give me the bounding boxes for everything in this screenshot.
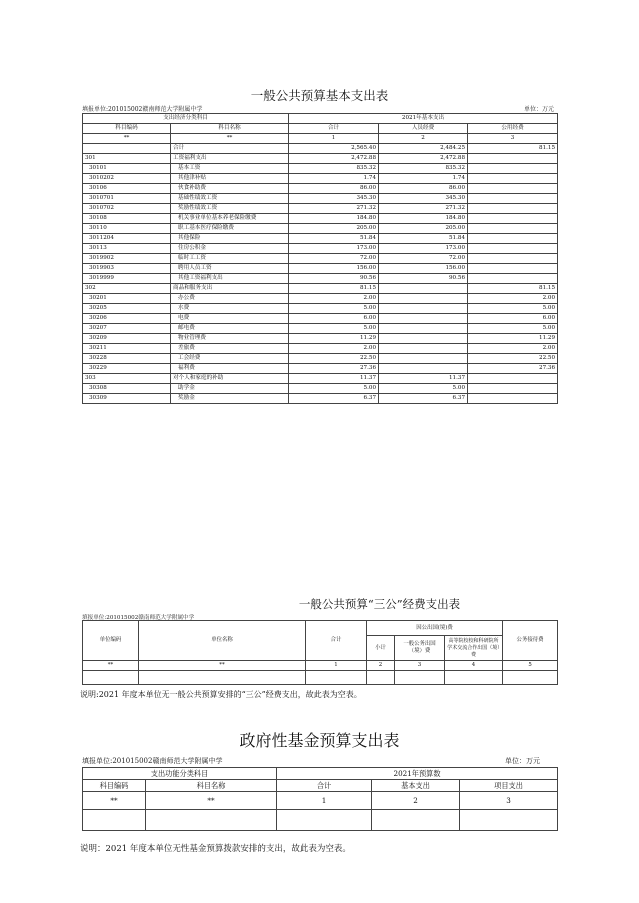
t1-public-cell [468, 374, 558, 384]
t1-code-cell: 30206 [83, 314, 171, 324]
t1-personnel-cell: 1.74 [379, 174, 468, 184]
table-row [83, 284, 558, 294]
t1-public-header: 公用经费 [468, 124, 558, 134]
t2-academic-abroad-header: 高等院校校和科研院所学术交流合作出国（境）费 [445, 636, 503, 661]
t3-name-header: 科目名称 [146, 780, 277, 792]
table-row [83, 324, 558, 334]
t1-name-cell: 职工基本医疗保险缴费 [171, 224, 289, 234]
t1-public-cell [468, 244, 558, 254]
t1-name-header: 科目名称 [171, 124, 289, 134]
t1-public-cell: 2.00 [468, 344, 558, 354]
t1-personnel-cell: 90.56 [379, 274, 468, 284]
t1-total-cell: 1.74 [289, 174, 379, 184]
t3-title: 政府性基金预算支出表 [239, 731, 400, 750]
t3-basic-header: 基本支出 [372, 780, 460, 792]
t3-unit-right: 单位：万元 [505, 757, 540, 765]
t3-index-cell: 1 [277, 792, 372, 810]
table-row [83, 214, 558, 224]
t1-code-cell: 30101 [83, 164, 171, 174]
t1-code-cell: 30108 [83, 214, 171, 224]
t1-public-cell: 11.29 [468, 334, 558, 344]
t2-empty-cell [139, 671, 306, 685]
t1-title: 一般公共预算基本支出表 [250, 88, 389, 103]
t1-public-cell: 81.15 [468, 284, 558, 294]
table-row [83, 304, 558, 314]
t1-name-cell: 电费 [171, 314, 289, 324]
t1-public-cell [468, 174, 558, 184]
table-row [83, 184, 558, 194]
three-public-expenditure-table [82, 620, 558, 685]
t3-note: 说明：2021 年度本单位无性基金预算拨款安排的支出，故此表为空表。 [80, 844, 351, 854]
t1-name-cell: 助学金 [171, 384, 289, 394]
t1-total-cell: 6.37 [289, 394, 379, 404]
t2-index-cell: ** [139, 661, 306, 671]
t1-name-cell: 基础性绩效工资 [171, 194, 289, 204]
t1-personnel-cell: 72.00 [379, 254, 468, 264]
t3-empty-cell [460, 810, 558, 831]
t1-personnel-cell [379, 354, 468, 364]
t2-index-cell: 5 [503, 661, 558, 671]
t1-name-cell: 合计 [171, 144, 289, 154]
t2-title: 一般公共预算“三公”经费支出表 [298, 597, 461, 611]
t1-personnel-cell: 51.84 [379, 234, 468, 244]
t1-public-cell [468, 224, 558, 234]
t1-personnel-cell: 156.00 [379, 264, 468, 274]
table-row [83, 384, 558, 394]
t2-general-abroad-header: 一般公务出国（境）费 [395, 636, 445, 661]
t1-code-cell: 3019999 [83, 274, 171, 284]
t1-total-cell: 2.00 [289, 294, 379, 304]
t1-code-cell: 30207 [83, 324, 171, 334]
t1-code-cell: 30228 [83, 354, 171, 364]
t1-name-cell: 伙食补助费 [171, 184, 289, 194]
t1-total-cell: 5.00 [289, 304, 379, 314]
t1-personnel-cell [379, 344, 468, 354]
t3-code-header: 科目编码 [83, 780, 146, 792]
t1-personnel-cell [379, 304, 468, 314]
t1-total-cell: 184.80 [289, 214, 379, 224]
t1-name-cell: 商品和服务支出 [171, 284, 289, 294]
table-row [83, 204, 558, 214]
t1-code-cell: 30211 [83, 344, 171, 354]
t1-personnel-cell [379, 334, 468, 344]
t1-name-cell: 机关事业单位基本养老保险缴费 [171, 214, 289, 224]
t1-code-cell: 30309 [83, 394, 171, 404]
table-row [83, 234, 558, 244]
table-row [83, 334, 558, 344]
t1-total-cell: 90.56 [289, 274, 379, 284]
t1-name-cell: 基本工资 [171, 164, 289, 174]
t1-personnel-cell [379, 324, 468, 334]
t1-public-cell [468, 204, 558, 214]
t1-unit-left: 填报单位:201015002赣南师范大学附属中学 [82, 106, 203, 113]
t2-note: 说明:2021 年度本单位无一般公共预算安排的“三公”经费支出，故此表为空表。 [80, 690, 362, 699]
t1-code-cell: 30209 [83, 334, 171, 344]
t1-personnel-cell [379, 314, 468, 324]
t1-public-cell [468, 184, 558, 194]
t1-index-cell: ** [83, 134, 171, 144]
t1-total-cell: 5.00 [289, 384, 379, 394]
t1-code-cell [83, 144, 171, 154]
t2-empty-cell [83, 671, 139, 685]
t1-total-cell: 51.84 [289, 234, 379, 244]
t1-code-cell: 3011204 [83, 234, 171, 244]
t1-code-cell: 301 [83, 154, 171, 164]
t1-total-cell: 27.36 [289, 364, 379, 374]
t1-personnel-cell [379, 294, 468, 304]
table-row [83, 354, 558, 364]
t1-name-cell: 其他津补贴 [171, 174, 289, 184]
t1-name-cell: 工会经费 [171, 354, 289, 364]
t1-code-cell: 3019903 [83, 264, 171, 274]
t1-total-cell: 86.00 [289, 184, 379, 194]
t3-group-left-header: 支出功能分类科目 [83, 768, 277, 780]
t1-code-cell: 30229 [83, 364, 171, 374]
t1-total-cell: 81.15 [289, 284, 379, 294]
t1-code-cell: 30201 [83, 294, 171, 304]
t1-index-cell: 2 [379, 134, 468, 144]
t1-personnel-cell: 86.00 [379, 184, 468, 194]
t1-personnel-cell: 271.32 [379, 204, 468, 214]
t1-personnel-header: 人员经费 [379, 124, 468, 134]
t2-empty-cell [445, 671, 503, 685]
t1-personnel-cell: 11.37 [379, 374, 468, 384]
t1-name-cell: 聘用人员工资 [171, 264, 289, 274]
t1-name-cell: 办公费 [171, 294, 289, 304]
t1-personnel-cell [379, 364, 468, 374]
t1-public-cell: 22.50 [468, 354, 558, 364]
t1-group-left-header: 支出经济分类科目 [83, 114, 289, 124]
t1-name-cell: 对个人和家庭的补助 [171, 374, 289, 384]
t1-name-cell: 差旅费 [171, 344, 289, 354]
t1-public-cell [468, 384, 558, 394]
t1-personnel-cell: 173.00 [379, 244, 468, 254]
t3-index-cell: ** [83, 792, 146, 810]
t1-index-cell: ** [171, 134, 289, 144]
gov-fund-expenditure-table [82, 767, 558, 831]
t3-empty-cell [146, 810, 277, 831]
t2-code-header: 单位编码 [83, 621, 139, 661]
t1-total-header: 合计 [289, 124, 379, 134]
table-row [83, 294, 558, 304]
t1-unit-right: 单位：万元 [524, 106, 555, 113]
t1-total-cell: 156.00 [289, 264, 379, 274]
t1-code-cell: 303 [83, 374, 171, 384]
t1-public-cell: 6.00 [468, 314, 558, 324]
table-row [83, 344, 558, 354]
t2-empty-cell [306, 671, 367, 685]
table-row [83, 254, 558, 264]
t2-empty-cell [367, 671, 395, 685]
t1-personnel-cell: 5.00 [379, 384, 468, 394]
table-row [83, 164, 558, 174]
t1-name-cell: 水费 [171, 304, 289, 314]
t2-reception-header: 公务接待费 [503, 621, 558, 661]
t2-empty-cell [395, 671, 445, 685]
t1-name-cell: 奖励金 [171, 394, 289, 404]
table-row [83, 224, 558, 234]
t3-index-cell: 2 [372, 792, 460, 810]
t1-total-cell: 173.00 [289, 244, 379, 254]
t2-subtotal-header: 小计 [367, 636, 395, 661]
t1-code-cell: 30205 [83, 304, 171, 314]
t3-unit-left: 填报单位:201015002赣南师范大学附属中学 [82, 757, 223, 765]
t1-public-cell: 81.15 [468, 144, 558, 154]
table-row [83, 314, 558, 324]
t1-public-cell [468, 274, 558, 284]
t1-index-cell: 3 [468, 134, 558, 144]
t1-personnel-cell [379, 284, 468, 294]
table-row [83, 174, 558, 184]
t1-code-cell: 30110 [83, 224, 171, 234]
t2-index-cell: 2 [367, 661, 395, 671]
t1-total-cell: 2.00 [289, 344, 379, 354]
t3-group-right-header: 2021年预算数 [277, 768, 558, 780]
t1-public-cell [468, 234, 558, 244]
t2-total-header: 合计 [306, 621, 367, 661]
t1-code-cell: 30113 [83, 244, 171, 254]
t1-total-cell: 835.32 [289, 164, 379, 174]
t1-total-cell: 11.29 [289, 334, 379, 344]
t1-personnel-cell: 2,484.25 [379, 144, 468, 154]
table-row [83, 144, 558, 154]
t1-public-cell [468, 194, 558, 204]
t1-total-cell: 5.00 [289, 324, 379, 334]
t1-personnel-cell: 6.37 [379, 394, 468, 404]
t3-empty-cell [83, 810, 146, 831]
t1-total-cell: 6.00 [289, 314, 379, 324]
table-row [83, 394, 558, 404]
t1-name-cell: 其他保险 [171, 234, 289, 244]
t1-code-cell: 3010701 [83, 194, 171, 204]
t1-code-cell: 3019902 [83, 254, 171, 264]
t3-index-cell: ** [146, 792, 277, 810]
t1-public-cell [468, 214, 558, 224]
t3-total-header: 合计 [277, 780, 372, 792]
t1-public-cell [468, 154, 558, 164]
t1-public-cell [468, 394, 558, 404]
table-row [83, 374, 558, 384]
t1-name-cell: 其他工资福利支出 [171, 274, 289, 284]
table-row [83, 194, 558, 204]
t1-total-cell: 2,472.88 [289, 154, 379, 164]
t2-index-cell: ** [83, 661, 139, 671]
t3-project-header: 项目支出 [460, 780, 558, 792]
t1-personnel-cell: 835.32 [379, 164, 468, 174]
t1-total-cell: 11.37 [289, 374, 379, 384]
t3-index-cell: 3 [460, 792, 558, 810]
t2-name-header: 单位名称 [139, 621, 306, 661]
t1-name-cell: 住房公积金 [171, 244, 289, 254]
t1-code-cell: 3010202 [83, 174, 171, 184]
basic-expenditure-table [82, 113, 558, 404]
t1-public-cell: 2.00 [468, 294, 558, 304]
t1-personnel-cell: 2,472.88 [379, 154, 468, 164]
t2-index-cell: 4 [445, 661, 503, 671]
t1-total-cell: 22.50 [289, 354, 379, 364]
t3-empty-cell [277, 810, 372, 831]
t2-index-cell: 3 [395, 661, 445, 671]
table-row [83, 244, 558, 254]
t1-name-cell: 福利费 [171, 364, 289, 374]
t3-empty-cell [372, 810, 460, 831]
table-row [83, 364, 558, 374]
table-row [83, 274, 558, 284]
t1-code-cell: 30106 [83, 184, 171, 194]
t1-code-cell: 3010702 [83, 204, 171, 214]
t1-name-cell: 奖励性绩效工资 [171, 204, 289, 214]
t1-public-cell [468, 254, 558, 264]
t1-personnel-cell: 345.30 [379, 194, 468, 204]
t1-public-cell: 27.36 [468, 364, 558, 374]
t2-index-cell: 1 [306, 661, 367, 671]
t1-total-cell: 205.00 [289, 224, 379, 234]
table-row [83, 264, 558, 274]
t1-name-cell: 临时工工资 [171, 254, 289, 264]
t1-group-right-header: 2021年基本支出 [289, 114, 558, 124]
t1-total-cell: 271.32 [289, 204, 379, 214]
t1-personnel-cell: 184.80 [379, 214, 468, 224]
t1-public-cell: 5.00 [468, 304, 558, 314]
t1-public-cell [468, 264, 558, 274]
t1-total-cell: 72.00 [289, 254, 379, 264]
t1-code-header: 科目编码 [83, 124, 171, 134]
t1-code-cell: 30308 [83, 384, 171, 394]
t1-public-cell [468, 164, 558, 174]
t1-name-cell: 工资福利支出 [171, 154, 289, 164]
t2-unit-left: 填报单位:201015002赣南师范大学附属中学 [82, 615, 195, 621]
t1-index-cell: 1 [289, 134, 379, 144]
t1-total-cell: 345.30 [289, 194, 379, 204]
table-row [83, 154, 558, 164]
t1-code-cell: 302 [83, 284, 171, 294]
t1-total-cell: 2,565.40 [289, 144, 379, 154]
t1-personnel-cell: 205.00 [379, 224, 468, 234]
t2-empty-cell [503, 671, 558, 685]
t1-name-cell: 邮电费 [171, 324, 289, 334]
t1-public-cell: 5.00 [468, 324, 558, 334]
t1-name-cell: 物业管理费 [171, 334, 289, 344]
t2-abroad-group-header: 因公出国(境)费 [367, 621, 503, 636]
